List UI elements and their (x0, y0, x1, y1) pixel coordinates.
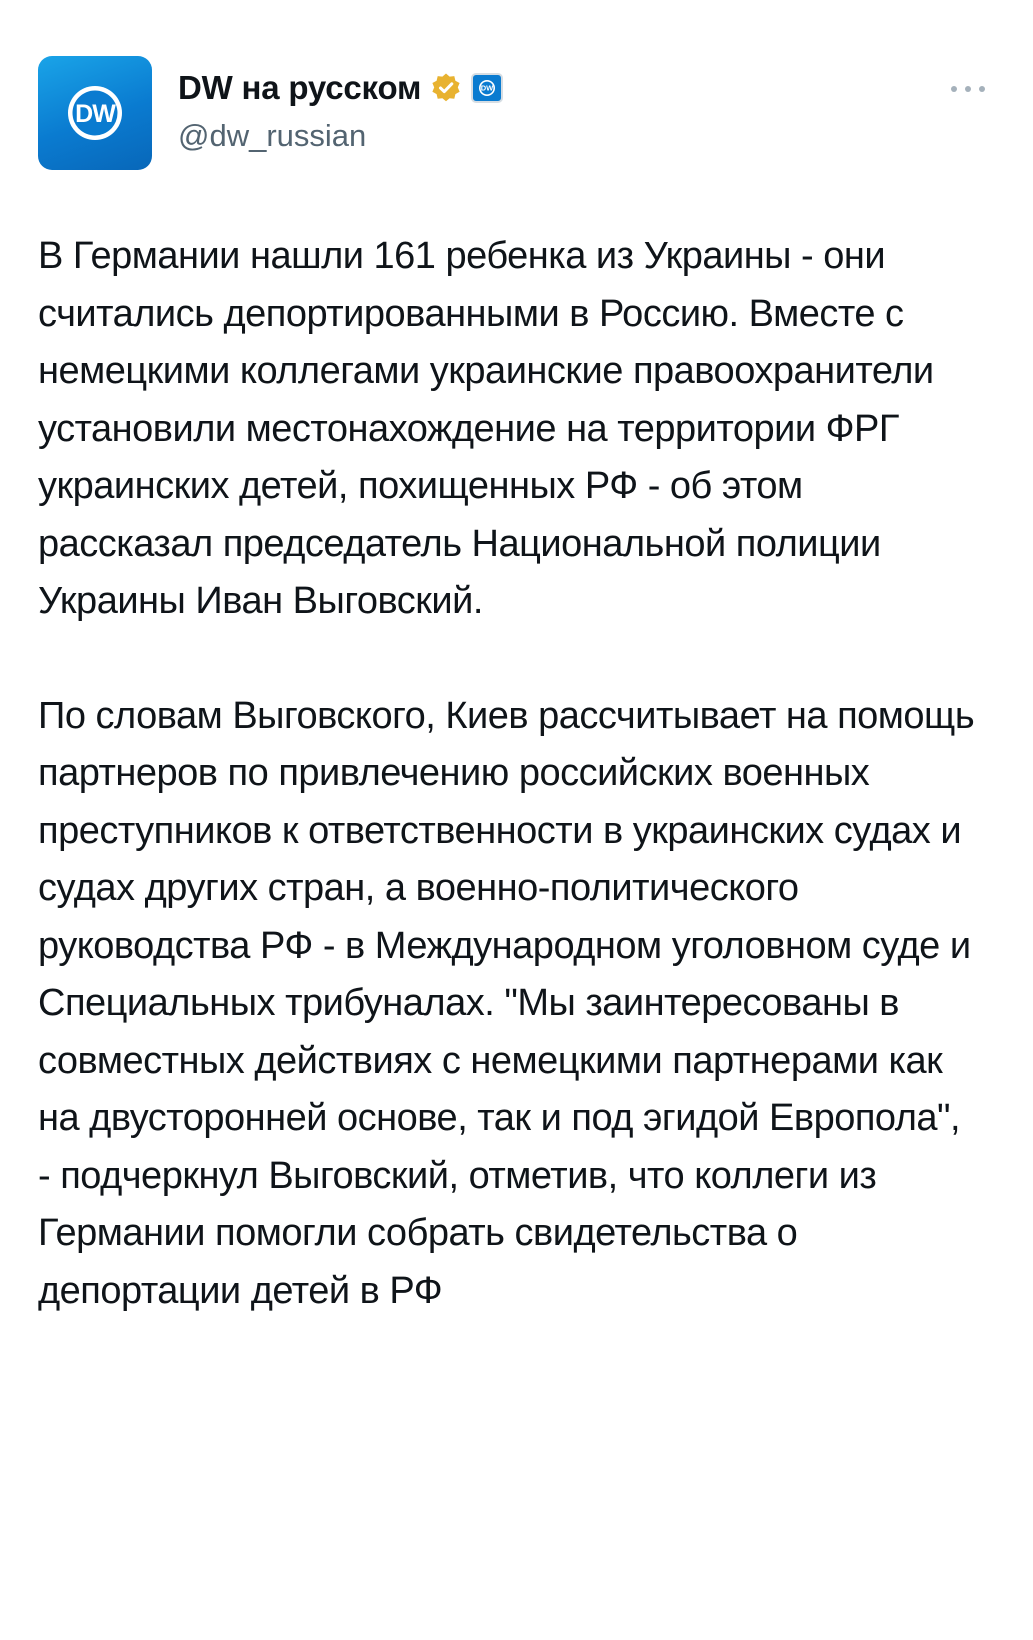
svg-text:DW: DW (75, 100, 115, 128)
tweet-text (38, 228, 978, 1320)
svg-text:DW: DW (480, 83, 494, 93)
author-handle[interactable]: @dw_russian (178, 118, 367, 153)
tweet-paragraph: В Германии нашли 161 ребенка из Украины - они считались депортированными в Россию. Вместе с немецкими коллегами украинские правоохранители установили местонахождение на территории ФРГ украинских детей, похищенных РФ - об этом рассказал председатель Национальной полиции Украины Иван Выговский. (38, 235, 934, 622)
more-options-icon[interactable] (946, 74, 990, 104)
author-display-name[interactable]: DW на русском (178, 69, 422, 106)
avatar[interactable] (38, 56, 152, 170)
dw-logo-icon (49, 83, 141, 143)
dw-affiliate-badge-icon[interactable] (471, 73, 503, 103)
tweet-paragraph: По словам Выговского, Киев рассчитывает на помощь партнеров по привлечению российских военных преступников к ответственности в украинских судах и судах других стран, а военно-политического руководства РФ - в Международном уголовном суде и Специальных трибуналах. "Мы заинтересованы в совместных действиях с немецкими партнерами как на двусторонней основе, так и под эгидой Европола", - подчеркнул Выговский, отметив, что коллеги из Германии помогли собрать свидетельства о депортации детей в РФ (38, 694, 975, 1312)
tweet-header (38, 56, 998, 170)
verified-badge-icon[interactable] (429, 71, 463, 105)
author-line (178, 66, 503, 110)
